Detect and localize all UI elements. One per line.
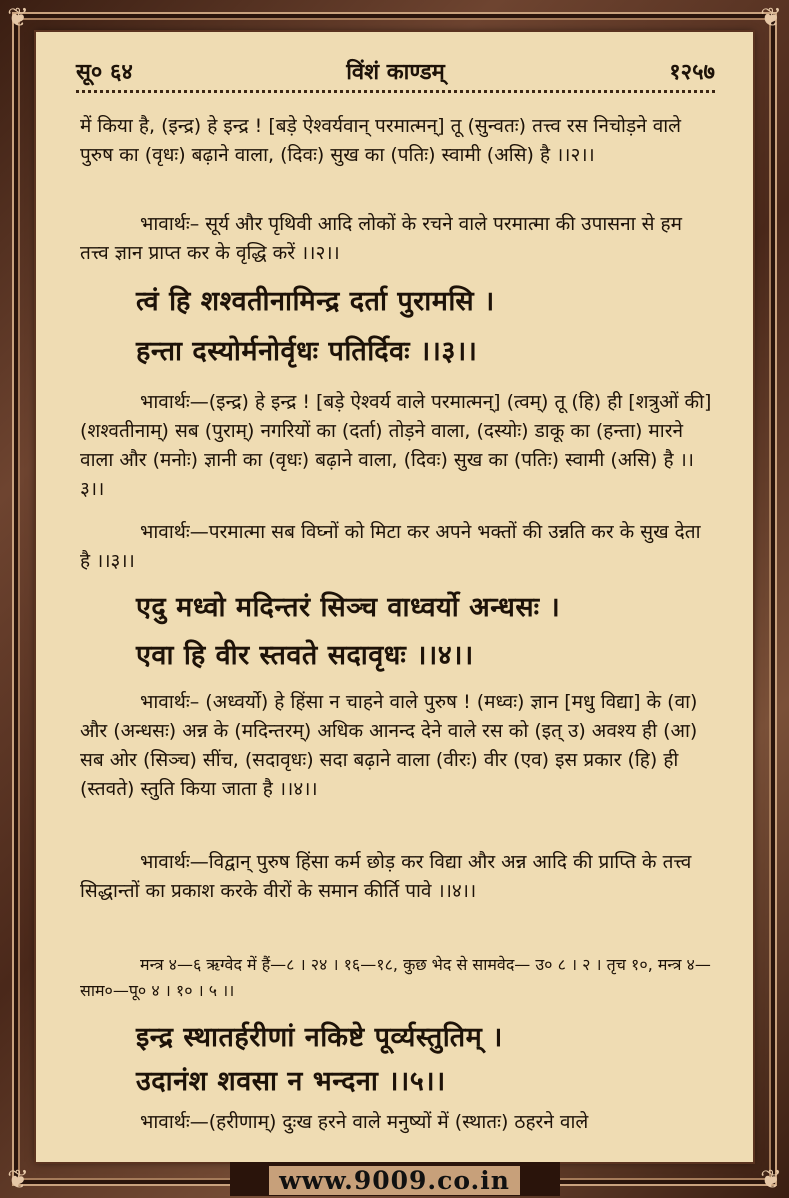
commentary-paragraph: भावार्थः—(इन्द्र) हे इन्द्र ! [बड़े ऐश्वर्य वाले परमात्मन्] (त्वम्) तू (हि) ही [शत्रुओं की] (शश्वतीनाम्) सब (पुराम्) नगरियों का (दर्ता) तोड़ने वाला, (दस्योः) डाकू का (हन्ता) मारने वाला और (मनोः) ज्ञानी का (वृधः) बढ़ाने वाला, (दिवः) सुख का (पतिः) स्वामी (असि) है ।।३।। xyxy=(80,391,712,500)
reference-note: मन्त्र ४—६ ऋग्वेद में हैं—८ । २४ । १६—१८, कुछ भेद से सामवेद— उ० ८ । २ । तृच १०, मन्त्र ४—साम०—पू० ४ । १० । ५ ।। xyxy=(80,955,711,1000)
corner-ornament-icon: ❦ xyxy=(760,1165,782,1195)
corner-ornament-icon: ❦ xyxy=(7,3,29,33)
mantra-line: उदानंश शवसा न भन्दना ।।५।। xyxy=(136,1066,446,1097)
commentary-paragraph: में किया है, (इन्द्र) हे इन्द्र ! [बड़े ऐश्वर्यवान् परमात्मन्] तू (सुन्वतः) तत्त्व रस निचोड़ने वाले पुरुष का (वृधः) बढ़ाने वाला, (दिवः) सुख का (पतिः) स्वामी (असि) है ।।२।। xyxy=(80,115,682,166)
mantra-line: एदु मध्वो मदिन्तरं सिञ्च वाध्वर्यो अन्धसः । xyxy=(136,592,561,623)
bhavartha-paragraph: भावार्थः—विद्वान् पुरुष हिंसा कर्म छोड़ कर विद्या और अन्न आदि की प्राप्ति के तत्त्व सिद्धान्तों का प्रकाश करके वीरों के समान कीर्ति पावे ।।४।। xyxy=(80,851,692,902)
commentary-paragraph: भावार्थः—(हरीणाम्) दुःख हरने वाले मनुष्यों में (स्थातः) ठहरने वाले xyxy=(140,1111,589,1133)
chapter-title: विंशं काण्डम् xyxy=(346,59,445,85)
book-page xyxy=(36,32,753,1162)
corner-ornament-icon: ❦ xyxy=(760,3,782,33)
mantra-line: हन्ता दस्योर्मनोर्वृधः पतिर्दिवः ।।३।। xyxy=(136,336,478,367)
header-divider xyxy=(76,90,715,93)
sukta-number: सू० ६४ xyxy=(76,59,133,85)
bhavartha-paragraph: भावार्थः—परमात्मा सब विघ्नों को मिटा कर अपने भक्तों की उन्नति कर के सुख देता है ।।३।। xyxy=(80,521,701,572)
corner-ornament-icon: ❦ xyxy=(7,1165,29,1195)
bhavartha-paragraph: भावार्थः– सूर्य और पृथिवी आदि लोकों के रचने वाले परमात्मा की उपासना से हम तत्त्व ज्ञान प्राप्त कर के वृद्धि करें ।।२।। xyxy=(80,213,682,264)
mantra-line: त्वं हि शश्वतीनामिन्द्र दर्ता पुरामसि । xyxy=(136,286,495,317)
website-footer xyxy=(0,1166,789,1196)
page-number: १२५७ xyxy=(669,59,715,85)
mantra-line: एवा हि वीर स्तवते सदावृधः ।।४।। xyxy=(136,640,474,671)
mantra-line: इन्द्र स्थातर्हरीणां नकिष्टे पूर्व्यस्तुतिम् । xyxy=(136,1022,503,1053)
page-header xyxy=(76,56,715,86)
website-url[interactable]: www.9009.co.in xyxy=(269,1166,520,1195)
commentary-paragraph: भावार्थः– (अध्वर्यो) हे हिंसा न चाहने वाले पुरुष ! (मध्वः) ज्ञान [मधु विद्या] के (वा) और (अन्धसः) अन्न के (मदिन्तरम्) अधिक आनन्द देने वाले रस को (इत् उ) अवश्य ही (आ) सब ओर (सिञ्च) सींच, (सदावृधः) सदा बढ़ाने वाला (वीरः) वीर (एव) इस प्रकार (हि) ही (स्तवते) स्तुति किया जाता है ।।४।। xyxy=(80,691,698,800)
